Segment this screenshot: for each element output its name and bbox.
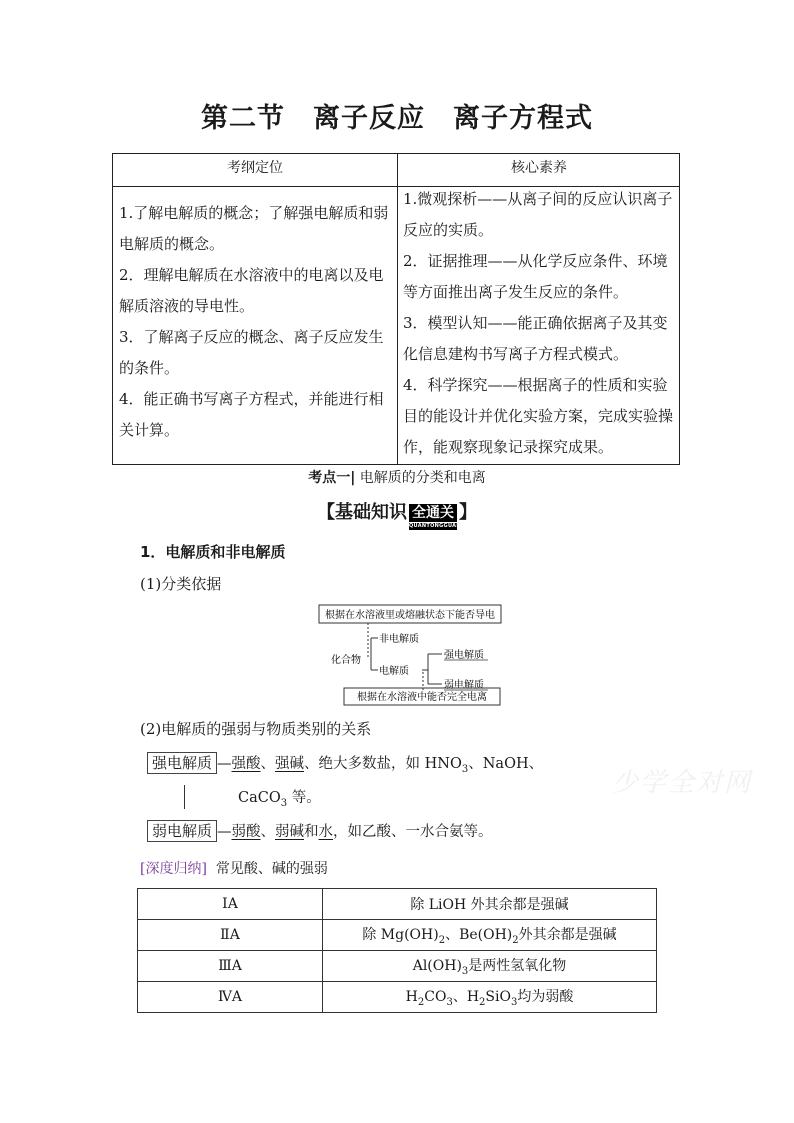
strong-rest2: 、NaOH、 [468, 756, 544, 772]
syllabus-table [112, 153, 680, 465]
branch-electrolyte: 电解质 [379, 666, 409, 677]
header-suyang: 核心素养 [511, 160, 567, 176]
water: 水 [318, 824, 334, 840]
header-kaogang: 考纲定位 [227, 160, 283, 176]
caco3: CaCO [238, 790, 281, 806]
sep: 、 [260, 756, 276, 772]
deep-text: 常见酸、碱的强弱 [215, 861, 328, 877]
table-row [138, 982, 657, 1013]
group-cell: ⅡA [138, 920, 323, 951]
right-column [403, 184, 677, 463]
branch-nonelectrolyte: 非电解质 [379, 634, 419, 645]
right-item: 3．模型认知——能正确依据离子及其变化信息建构书写离子方程式模式。 [403, 314, 668, 363]
right-item: 4．科学探究——根据离子的性质和实验目的能设计并优化实验方案，完成实验操作，能观察现象记录探究成果。 [403, 376, 674, 456]
strong-rest: 、绝大多数盐，如 HNO [304, 756, 462, 772]
weak-acid: 弱酸 [231, 824, 261, 840]
badge-text: 全通关 [412, 505, 454, 521]
strong-acid: 强酸 [231, 756, 261, 772]
badge-subtext: QUANTONGGUAN [409, 523, 461, 529]
root-compound: 化合物 [331, 655, 361, 666]
table-row [138, 951, 657, 982]
desc-cell: $H_2CO_3$、$H_2SiO_3$均为弱酸 [323, 982, 657, 1013]
banner-right: 】 [459, 502, 477, 523]
kaodian-label: 考点一 [308, 470, 351, 486]
bracket-line [184, 785, 185, 809]
section-heading: 1．电解质和非电解质 [140, 543, 286, 561]
kaodian-heading: 考点一| 电解质的分类和电离 [308, 470, 486, 486]
left-item: 2．理解电解质在水溶液中的电离以及电解质溶液的导电性。 [119, 266, 384, 315]
leaf-strong: 强电解质 [444, 650, 484, 661]
desc-cell: 除 LiOH 外其余都是强碱 [323, 889, 657, 920]
acid-base-table [137, 888, 657, 1013]
desc-cell: 除 $Mg(OH)_2$、$Be(OH)_2$外其余都是强碱 [323, 920, 657, 951]
left-column [119, 198, 393, 446]
banner-left: 【基础知识 [317, 502, 407, 523]
subscript: 3 [461, 763, 469, 775]
dash: — [217, 756, 232, 772]
deep-summary-heading [140, 858, 328, 878]
subscript: 3 [280, 797, 288, 809]
strong-electrolyte-row [147, 752, 543, 775]
deep-tag: [深度归纳] [140, 861, 207, 877]
left-item: 3．了解离子反应的概念、离子反应发生的条件。 [119, 328, 384, 377]
right-item: 2．证据推理——从化学反应条件、环境等方面推出离子发生反应的条件。 [403, 252, 668, 301]
basic-knowledge-banner [0, 498, 794, 529]
group-cell: ⅢA [138, 951, 323, 982]
strong-label: 强电解质 [147, 752, 217, 774]
subheading-basis: (1)分类依据 [140, 575, 222, 593]
leaf-weak: 弱电解质 [444, 680, 484, 691]
kaodian-text: 电解质的分类和电离 [359, 470, 486, 486]
left-item: 1.了解电解质的概念；了解强电解质和弱电解质的概念。 [119, 204, 389, 253]
group-cell: ⅠA [138, 889, 323, 920]
watermark: 少学全对网 [612, 768, 753, 798]
weak-electrolyte-row [147, 820, 493, 842]
strong-base: 强碱 [275, 756, 305, 772]
weak-base: 弱碱 [275, 824, 305, 840]
right-item: 1.微观探析——从离子间的反应认识离子反应的实质。 [403, 190, 673, 239]
classification-diagram [318, 604, 502, 706]
quantongguan-badge [409, 504, 461, 529]
left-item: 4．能正确书写离子方程式，并能进行相关计算。 [119, 390, 384, 439]
page-title: 第二节 离子反应 离子方程式 [201, 103, 593, 134]
subheading-relation: (2)电解质的强弱与物质类别的关系 [140, 720, 372, 738]
and: 和 [304, 824, 319, 840]
dash: — [217, 824, 232, 840]
strong-electrolyte-row2 [238, 786, 321, 809]
bottom-criteria-text: 根据在水溶液中能否完全电离 [357, 692, 487, 703]
desc-cell: $Al(OH)_3$是两性氢氧化物 [323, 951, 657, 982]
table-row [138, 920, 657, 951]
table-divider [397, 154, 398, 464]
deng: 等。 [287, 790, 321, 806]
sep: 、 [260, 824, 276, 840]
weak-rest: ，如乙酸、一水合氨等。 [333, 824, 493, 840]
table-row [138, 889, 657, 920]
weak-label: 弱电解质 [147, 820, 217, 842]
group-cell: ⅣA [138, 982, 323, 1013]
top-criteria-text: 根据在水溶液里或熔融状态下能否导电 [325, 610, 495, 621]
